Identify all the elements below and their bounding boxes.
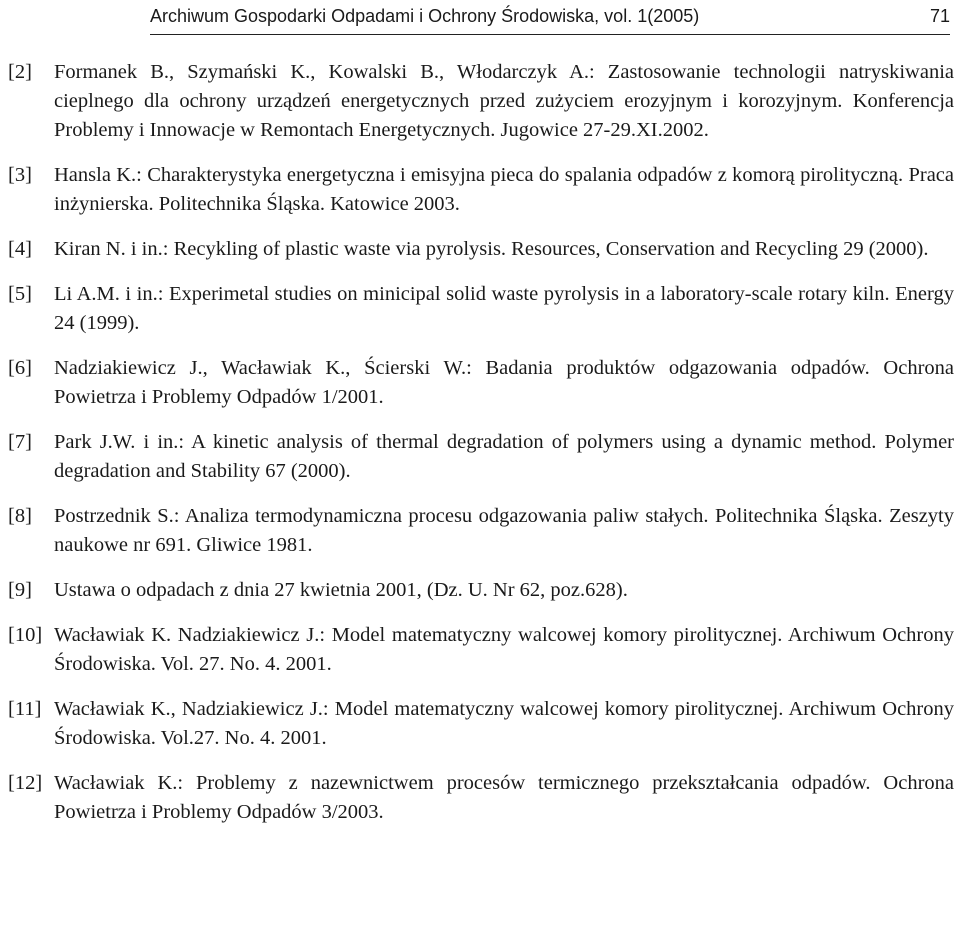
reference-text: Li A.M. i in.: Experimetal studies on minicipal solid waste pyrolysis in a laboratory-scale rotary kiln. Energy 24 (1999).: [54, 283, 954, 334]
reference-text: Wacławiak K., Nadziakiewicz J.: Model matematyczny walcowej komory pirolitycznej. Archiwum Ochrony Środowiska. Vol.27. No. 4. 2001.: [54, 698, 954, 749]
reference-item: [8, 235, 954, 264]
reference-number: [2]: [8, 61, 32, 83]
reference-number: [4]: [8, 238, 32, 260]
journal-title: Archiwum Gospodarki Odpadami i Ochrony Środowiska, vol. 1(2005): [150, 6, 700, 26]
reference-text: Park J.W. i in.: A kinetic analysis of thermal degradation of polymers using a dynamic method. Polymer degradation and Stability 67 (2000).: [54, 431, 954, 482]
reference-item: [8, 161, 954, 219]
reference-number: [3]: [8, 164, 32, 186]
page-number: 71: [929, 6, 950, 26]
reference-item: [8, 695, 954, 753]
reference-text: Wacławiak K.: Problemy z nazewnictwem procesów termicznego przekształcania odpadów. Ochrona Powietrza i Problemy Odpadów 3/2003.: [54, 772, 954, 823]
reference-item: [8, 576, 954, 605]
reference-text: Hansla K.: Charakterystyka energetyczna i emisyjna pieca do spalania odpadów z komorą pirolityczną. Praca inżynierska. Politechnika Śląska. Katowice 2003.: [54, 164, 954, 215]
reference-item: [8, 769, 954, 827]
reference-number: [6]: [8, 357, 32, 379]
reference-list: [8, 58, 954, 843]
reference-item: [8, 354, 954, 412]
reference-number: [11]: [8, 698, 42, 720]
reference-item: [8, 621, 954, 679]
reference-text: Kiran N. i in.: Recykling of plastic waste via pyrolysis. Resources, Conservation and Recycling 29 (2000).: [54, 238, 929, 260]
reference-text: Postrzednik S.: Analiza termodynamiczna procesu odgazowania paliw stałych. Politechnika Śląska. Zeszyty naukowe nr 691. Gliwice 1981.: [54, 505, 954, 556]
reference-item: [8, 58, 954, 145]
reference-number: [5]: [8, 283, 32, 305]
reference-item: [8, 428, 954, 486]
reference-text: Wacławiak K. Nadziakiewicz J.: Model matematyczny walcowej komory pirolitycznej. Archiwum Ochrony Środowiska. Vol. 27. No. 4. 2001.: [54, 624, 954, 675]
reference-item: [8, 502, 954, 560]
reference-text: Formanek B., Szymański K., Kowalski B., Włodarczyk A.: Zastosowanie technologii natryskiwania cieplnego dla ochrony urządzeń energetycznych przed zużyciem erozyjnym i korozyjnym. Konferencja Problemy i Innowacje w Remontach Energetycznych. Jugowice 27-29.XI.2002.: [54, 61, 954, 141]
reference-number: [8]: [8, 505, 32, 527]
reference-number: [9]: [8, 579, 32, 601]
reference-number: [10]: [8, 624, 43, 646]
reference-number: [12]: [8, 772, 43, 794]
reference-number: [7]: [8, 431, 32, 453]
reference-text: Nadziakiewicz J., Wacławiak K., Ścierski W.: Badania produktów odgazowania odpadów. Ochrona Powietrza i Problemy Odpadów 1/2001.: [54, 357, 954, 408]
reference-text: Ustawa o odpadach z dnia 27 kwietnia 2001, (Dz. U. Nr 62, poz.628).: [54, 579, 628, 601]
reference-item: [8, 280, 954, 338]
running-header: [150, 4, 950, 35]
